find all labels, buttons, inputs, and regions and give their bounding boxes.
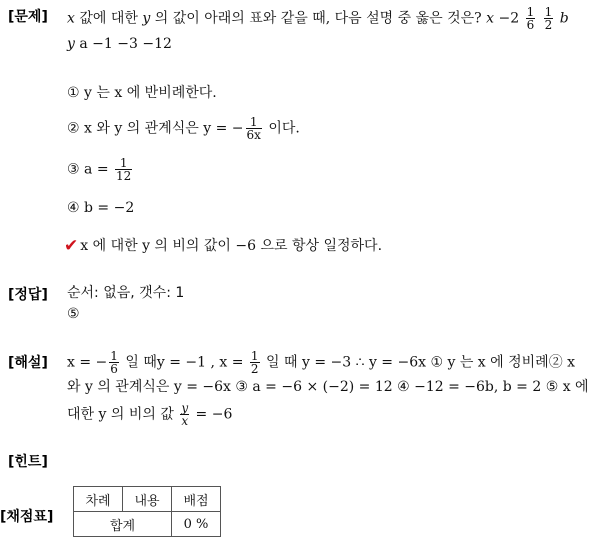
answer-meta: 순서: 없음, 갯수: 1: [67, 285, 185, 301]
question-y-symbol: y: [142, 10, 151, 27]
explanation-line-3: [67, 402, 232, 427]
option-2-text-b: 이다.: [263, 120, 300, 137]
answer-value: ⑤: [67, 306, 80, 322]
option-1-number: ①: [67, 85, 80, 101]
option-1-text: y 는 x 에 반비례한다.: [84, 85, 217, 101]
score-total-label: 합계: [74, 512, 172, 537]
score-total-value: 0 %: [172, 512, 221, 537]
scoring-label: [채점표]: [0, 509, 54, 525]
question-line-1: [67, 6, 569, 31]
option-5: [64, 237, 382, 255]
explanation-l3-b: = −6: [191, 406, 233, 423]
option-2-fraction: $\frac{1}{6x}$: [246, 115, 261, 142]
answer-label: [정답]: [8, 287, 48, 303]
score-table-header-row: [74, 487, 221, 512]
score-header-points: 배점: [172, 487, 221, 512]
table-row1-last: b: [559, 10, 569, 27]
option-1: [67, 84, 217, 102]
option-4: [67, 199, 134, 217]
score-header-content: 내용: [123, 487, 172, 512]
question-text-b: 의 값이 아래의 표와 같을 때, 다음 설명 중 옳은 것은?: [150, 10, 487, 27]
option-3-fraction: $\frac{1}{12}$: [116, 156, 132, 183]
option-5-text: x 에 대한 y 의 비의 값이 −6 으로 항상 일정하다.: [80, 238, 383, 254]
explanation-l1-b: 일 때y = −1 , x =: [120, 354, 248, 371]
option-4-number: ④: [67, 200, 80, 216]
question-text-a: 값에 대한: [74, 10, 143, 27]
hint-label: [힌트]: [8, 454, 48, 470]
explanation-fraction-1: $\frac{1}{6}$: [110, 349, 118, 376]
explanation-label: [해설]: [8, 355, 48, 371]
option-3-number: ③: [67, 161, 80, 178]
table-row2-label: y: [67, 36, 75, 52]
table-row1-fraction2: $\frac{1}{2}$: [544, 5, 553, 32]
table-row1-fraction1: $\frac{1}{6}$: [526, 5, 535, 32]
option-2-number: ②: [67, 120, 80, 137]
option-2: [67, 116, 300, 141]
option-3: [67, 157, 134, 182]
explanation-fraction-2: $\frac{1}{2}$: [250, 349, 259, 376]
checkmark-icon: ✔: [64, 236, 79, 256]
explanation-fraction-3: $\frac{y}{x}$: [181, 401, 189, 428]
explanation-line-2: 와 y 의 관계식은 y = −6x ③ a = −6 × (−2) = 12 ④ −12 = −6b, b = 2 ⑤ x 에: [67, 379, 589, 395]
explanation-l1-a: x = −: [67, 354, 108, 371]
option-2-text-a: x 와 y 의 관계식은 y = −: [84, 120, 244, 137]
option-4-text: b = −2: [84, 200, 135, 216]
option-3-text: a =: [84, 161, 113, 178]
score-table-total-row: [74, 512, 221, 537]
question-x-symbol: x: [67, 10, 75, 27]
explanation-l1-c: 일 때 y = −3 ∴ y = −6x ① y 는 x 에 정비례② x: [261, 354, 576, 371]
table-row1-value1: −2: [498, 10, 520, 27]
score-table: [73, 486, 221, 537]
question-line-2: [67, 35, 172, 53]
problem-label: [문제]: [8, 9, 48, 25]
table-row1-label: x: [486, 10, 495, 27]
explanation-line-1: [67, 350, 575, 375]
table-row2-values: a −1 −3 −12: [79, 36, 172, 52]
explanation-l3-a: 대한 y 의 비의 값: [67, 406, 179, 423]
score-header-order: 차례: [74, 487, 123, 512]
